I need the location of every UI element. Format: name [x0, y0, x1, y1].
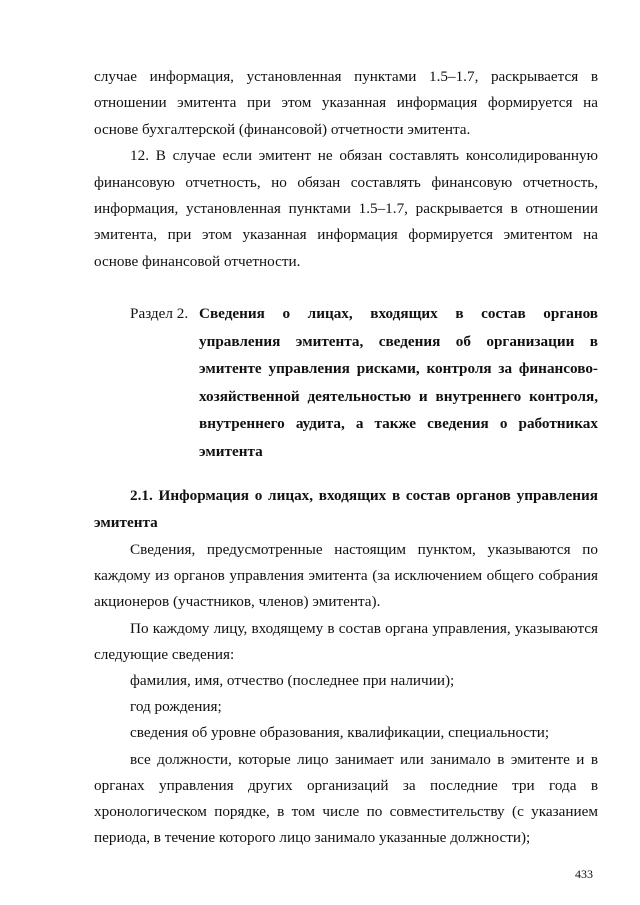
list-item: все должности, которые лицо занимает или занимало в эмитенте и в органах управления других организаций за последние три года в хронологическом порядке, в том числе по совместительству (с указанием периода, в течение которого лицо занимало указанные должности); [94, 750, 598, 847]
paragraph-continuation: случае информация, установленная пунктами 1.5–1.7, раскрывается в отношении эмитента при этом указанная информация формируется на основе бухгалтерской (финансовой) отчетности эмитента. [94, 68, 598, 138]
list-item: фамилия, имя, отчество (последнее при наличии); [130, 672, 455, 690]
section-label: Раздел 2. [130, 305, 189, 322]
list-item: год рождения; [130, 698, 222, 716]
page-number: 433 [575, 867, 593, 881]
intro-text [94, 64, 598, 275]
subsection-heading: 2.1. Информация о лицах, входящих в состав органов управления эмитента [94, 487, 598, 531]
body-text [94, 537, 598, 851]
paragraph-12: 12. В случае если эмитент не обязан составлять консолидированную финансовую отчетность, но обязан составлять финансовую отчетность, информация, установленная пунктами 1.5–1.7, раскрывается в отношении эмитента, при этом указанная информация формируется эмитентом на основе финансовой отчетности. [94, 147, 598, 270]
paragraph: По каждому лицу, входящему в состав органа управления, указываются следующие сведения: [94, 619, 598, 663]
paragraph: Сведения, предусмотренные настоящим пунктом, указываются по каждому из органов управления эмитента (за исключением общего собрания акционеров (участников, членов) эмитента). [94, 541, 598, 611]
list-item: сведения об уровне образования, квалификации, специальности; [130, 724, 550, 742]
section-title: Сведения о лицах, входящих в состав органов управления эмитента, сведения об организации в эмитенте управления рисками, контроля за финансово-хозяйственной деятельностью и внутреннего контроля, внутреннего аудита, а также сведения о работниках эмитента [199, 305, 598, 460]
